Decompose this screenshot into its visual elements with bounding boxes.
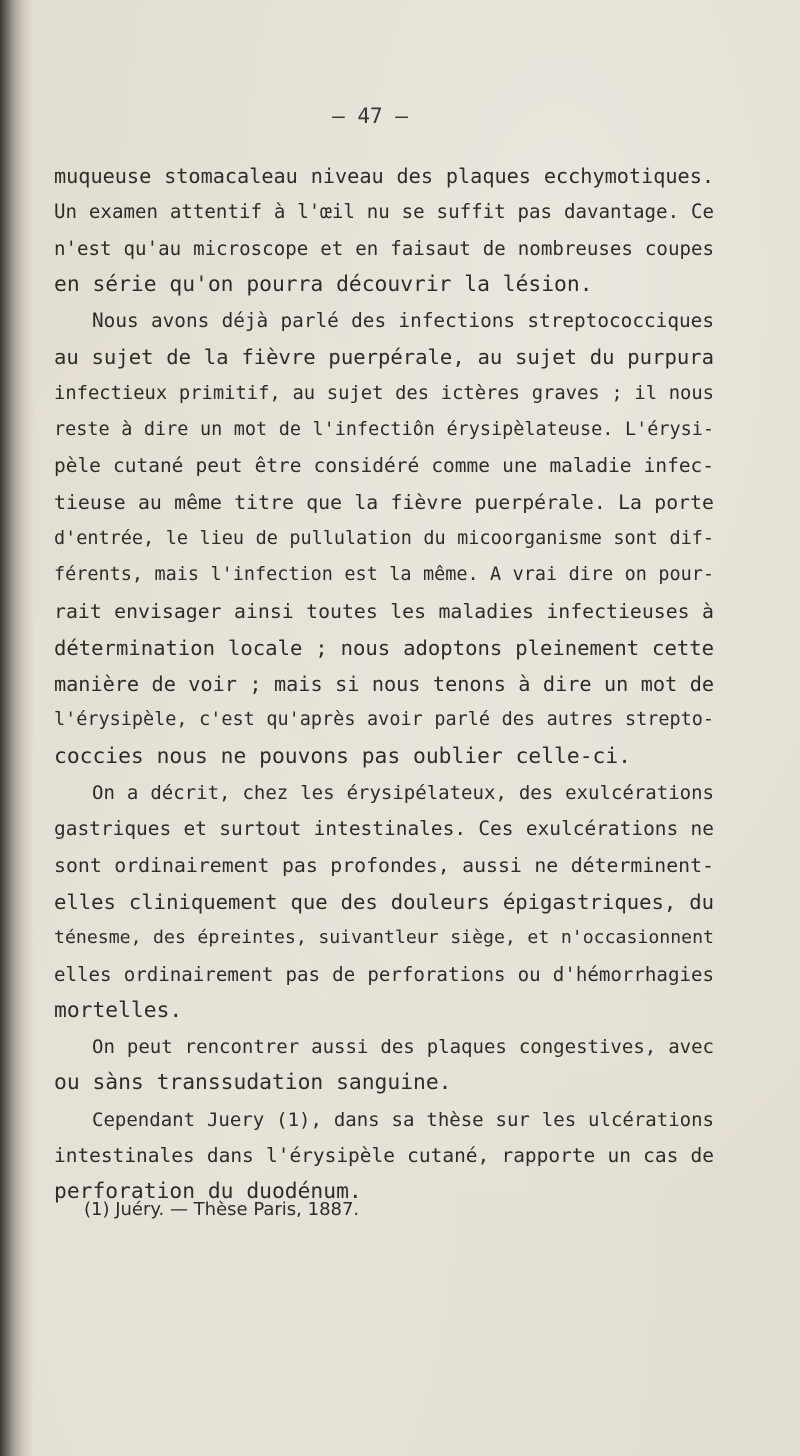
text-line: On peut rencontrer aussi des plaques congestives, avec xyxy=(92,1036,714,1059)
text-line: férents, mais l'infection est la même. A vrai dire on pour- xyxy=(54,564,714,586)
text-line: reste à dire un mot de l'infectiôn érysipèlateuse. L'érysi- xyxy=(54,419,714,441)
text-line: infectieux primitif, au sujet des ictères graves ; il nous xyxy=(54,382,714,404)
text-line: tieuse au même titre que la fièvre puerpérale. La porte xyxy=(54,490,714,514)
text-line: Cependant Juery (1), dans sa thèse sur les ulcérations xyxy=(92,1108,714,1131)
text-line: en série qu'on pourra découvrir la lésion. xyxy=(54,271,593,297)
text-line: rait envisager ainsi toutes les maladies infectieuses à xyxy=(54,599,714,623)
binding-gutter xyxy=(0,0,34,1456)
text-line: pèle cutané peut être considéré comme une maladie infec- xyxy=(54,454,714,478)
text-line: manière de voir ; mais si nous tenons à dire un mot de xyxy=(54,672,714,697)
text-line: n'est qu'au microscope et en faisaut de nombreuses coupes xyxy=(54,236,714,260)
text-line: gastriques et surtout intestinales. Ces exulcérations ne xyxy=(54,817,714,841)
text-line: d'entrée, le lieu de pullulation du micoorganisme sont dif- xyxy=(54,527,714,549)
text-line: au sujet de la fièvre puerpérale, au sujet du purpura xyxy=(54,345,714,370)
text-line: Un examen attentif à l'œil nu se suffit pas davantage. Ce xyxy=(54,200,714,224)
page-number: — 47 — xyxy=(332,104,408,128)
text-line: ténesme, des épreintes, suivantleur siège, et n'occasionnent xyxy=(54,927,714,949)
text-line: elles ordinairement pas de perforations ou d'hémorrhagies xyxy=(54,962,714,986)
text-line: détermination locale ; nous adoptons pleinement cette xyxy=(54,635,714,660)
text-line: elles cliniquement que des douleurs épigastriques, du xyxy=(54,889,714,914)
text-line: mortelles. xyxy=(54,997,183,1023)
text-line: On a décrit, chez les érysipélateux, des exulcérations xyxy=(92,782,714,805)
footnote: (1) Juéry. — Thèse Paris, 1887. xyxy=(84,1199,360,1220)
text-line: ou sàns transsudation sanguine. xyxy=(54,1070,452,1096)
text-line: Nous avons déjà parlé des infections streptococciques xyxy=(92,309,714,333)
text-line: intestinales dans l'érysipèle cutané, rapporte un cas de xyxy=(54,1144,714,1168)
text-line: sont ordinairement pas profondes, aussi ne déterminent- xyxy=(54,853,714,877)
text-line: perforation du duodénum. xyxy=(54,1179,362,1205)
text-line: muqueuse stomacaleau niveau des plaques ecchymotiques. xyxy=(54,164,714,188)
text-line: l'érysipèle, c'est qu'après avoir parlé des autres strepto- xyxy=(54,709,714,731)
text-line: coccies nous ne pouvons pas oublier celle-ci. xyxy=(54,743,631,769)
body-text xyxy=(54,158,714,1211)
